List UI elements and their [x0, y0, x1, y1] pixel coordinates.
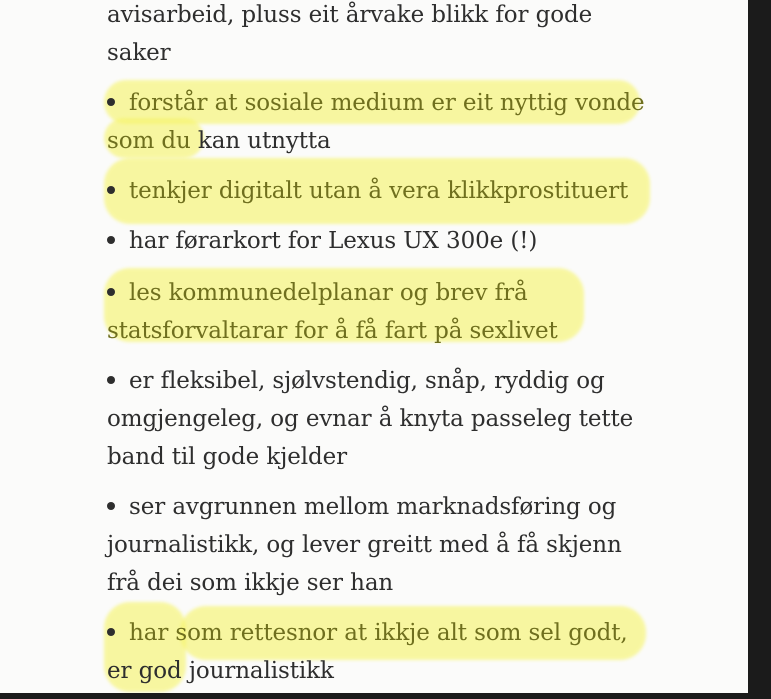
- bullet-icon: [107, 502, 115, 510]
- bullet-icon: [107, 288, 115, 296]
- list-item: les kommunedelplanar og brev frå: [107, 274, 528, 312]
- list-item-continuation: statsforvaltarar for å få fart på sexlivet: [107, 318, 558, 344]
- list-item: har som rettesnor at ikkje alt som sel godt,: [107, 614, 628, 652]
- intro-line-1: avisarbeid, pluss eit årvake blikk for gode: [107, 2, 593, 28]
- list-item: forstår at sosiale medium er eit nyttig vonde: [107, 84, 645, 122]
- list-item: tenkjer digitalt utan å vera klikkprostituert: [107, 172, 628, 210]
- list-item-continuation: er god journalistikk: [107, 658, 334, 684]
- bullet-icon: [107, 98, 115, 106]
- bullet-icon: [107, 376, 115, 384]
- list-item-continuation: omgjengeleg, og evnar å knyta passeleg tette: [107, 406, 634, 432]
- list-item-continuation: journalistikk, og lever greitt med å få skjenn: [107, 532, 622, 558]
- list-item-continuation: band til gode kjelder: [107, 444, 348, 470]
- bullet-icon: [107, 186, 115, 194]
- bullet-icon: [107, 628, 115, 636]
- list-item: ser avgrunnen mellom marknadsføring og: [107, 488, 616, 526]
- screen-edge-right: [748, 0, 771, 699]
- list-item: har førarkort for Lexus UX 300e (!): [107, 222, 537, 260]
- list-item-continuation: frå dei som ikkje ser han: [107, 570, 394, 596]
- screen-edge-bottom: [0, 693, 771, 699]
- bullet-icon: [107, 236, 115, 244]
- list-item: er fleksibel, sjølvstendig, snåp, ryddig og: [107, 362, 605, 400]
- list-item-continuation: som du kan utnytta: [107, 128, 331, 154]
- intro-line-2: saker: [107, 40, 171, 66]
